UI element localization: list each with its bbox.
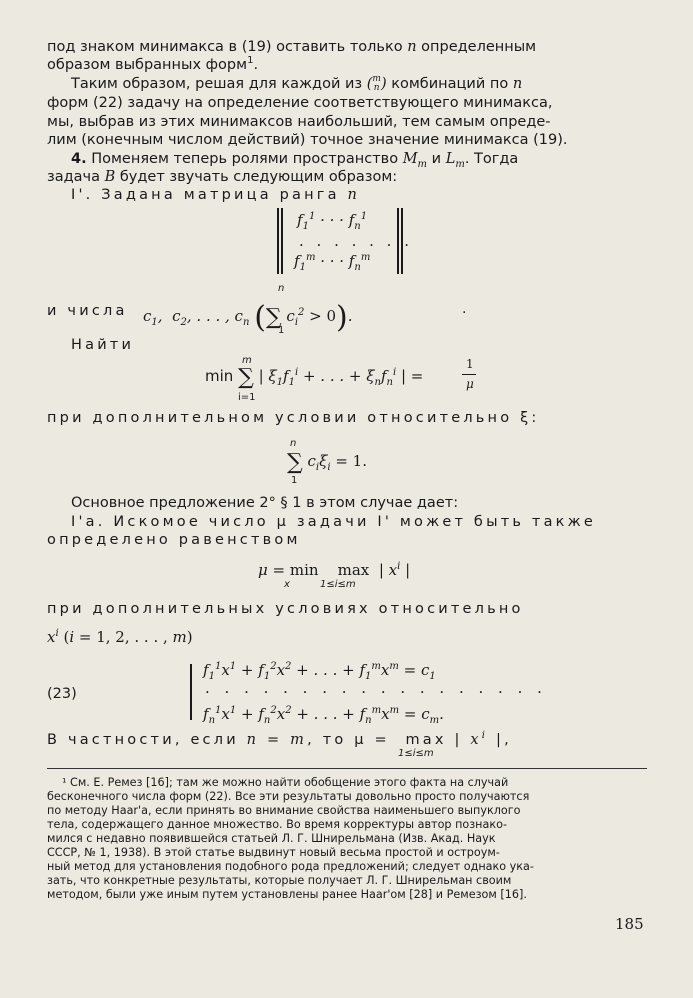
text-line: Таким образом, решая для каждой из (m n) комбинаций по n bbox=[71, 74, 523, 93]
text-line: I'. Задана матрица ранга n bbox=[71, 187, 361, 203]
footnote-marker: 1 bbox=[247, 55, 254, 67]
text-line: 4. Поменяем теперь ролями пространство $M_m$ и $L_m$. Тогда bbox=[71, 151, 519, 170]
text-line: Найти bbox=[71, 337, 135, 353]
text-line: при дополнительном условии относительно ξ: bbox=[47, 410, 540, 426]
text-line: В частности, если n = m, то μ = max | $x^i$ |, bbox=[47, 730, 512, 748]
text-line: под знаком минимакса в (19) оставить только n определенным bbox=[47, 39, 537, 55]
formula: $f_n^1x^1 + f_n^2x^2$ + . . . + $f_n^mx^m = c_m$. bbox=[203, 705, 444, 726]
text-line: определено равенством bbox=[47, 532, 301, 548]
book-page: под знаком минимакса в (19) оставить только n определенным образом выбранных форм$^1$. Таким образом, решая для каждой из (m n) комбинаций по n форм (22) задачу на определение соответствующего минимакса, мы, выбрав из этих минимаксов наибольший, тем самым опреде- лим (конечным числом действий) точное значение минимакса (19). 4. Поменяем теперь ролями пространство $M_m$ и $L_m$. Тогда задача B будет звучать следующим образом: I'. Задана матрица ранга n $f_1^1$ · · · $f_n^1$ · · · · · · · $f_1^m$ · · · $f_n^m$ и числа $c_1$, $c_2$, . . . , $c_n$ (∑ $c_i^2 > 0$). n 1 · Найти min ∑ | $\xi_1f_1^i$ + . . . + $\xi_nf_n^i$ | = m i=1 1 μ при дополнительном условии относительно ξ: ∑ $c_i\xi_i = 1$. n 1 Основное предложение 2° § 1 в этом случае дает: I'a. Искомое число μ задачи I' может быть также определено равенством μ = min max | $x^i$ | x 1≤i≤m при дополнительных условиях относительно $x^i$ (i = 1, 2, . . . , m) (23) $f_1^1x^1 + f_1^2x^2$ + . . . + $f_1^mx^m = c_1$ · · · · · · · · · · · · · · · · · · $f_n^1x^1 + f_n^2x^2$ + . . . + $f_n^mx^m = c_m$. В частности, если n = m, то μ = max | $x^i$ |, 1≤i≤m ¹ См. Е. Ремез [16]; там же можно найти обобщение этого факта на случай бесконечного числа форм (22). Все эти результаты довольно просто получаются по методу Haar'a, если принять во внимание свойства наименьшего выпуклого тела, содержащего данное множество. Во время корректуры автор познако- мился с недавно появившейся статьей Л. Г. Шнирельмана (Изв. Акад. Наук СССР, № 1, 1938). В этой статье выдвинут новый весьма простой и остроум- ный метод для установления подобного рода предложений; следует однако ука- зать, что конкретные результаты, которые получает Л. Г. Шнирельман своим методом, были уже иным путем установлены ранее Haar'ом [28] и Ремезом [16]. 185 bbox=[0, 0, 693, 998]
footnote-rule bbox=[47, 768, 647, 769]
text-line: форм (22) задачу на определение соответствующего минимакса, bbox=[47, 95, 553, 111]
text-line: Основное предложение 2° § 1 в этом случае дает: bbox=[71, 495, 459, 511]
formula: $f_1^1x^1 + f_1^2x^2$ + . . . + $f_1^mx^m = c_1$ bbox=[203, 661, 436, 682]
formula: $c_1$, $c_2$, . . . , $c_n$ (∑ $c_i^2 > 0$). bbox=[143, 300, 353, 335]
formula: min ∑ | $\xi_1f_1^i$ + . . . + $\xi_nf_n^i$ | = bbox=[205, 365, 424, 390]
text-line: при дополнительных условиях относительно bbox=[47, 601, 524, 617]
text-line: I'a. Искомое число μ задачи I' может быть также bbox=[71, 514, 596, 530]
text-line: образом выбранных форм$^1$. bbox=[47, 55, 259, 73]
text-line: лим (конечным числом действий) точное значение минимакса (19). bbox=[47, 132, 568, 148]
formula: ∑ $c_i\xi_i = 1$. bbox=[287, 450, 367, 475]
formula: μ = min max | $x^i$ | bbox=[258, 561, 411, 579]
page-number: 185 bbox=[615, 915, 644, 933]
text-line: задача B будет звучать следующим образом: bbox=[47, 169, 398, 185]
section-number: 4. bbox=[71, 151, 87, 167]
formula: $x^i$ (i = 1, 2, . . . , m) bbox=[47, 628, 193, 646]
binomial: (m n) bbox=[366, 74, 387, 93]
text-line: мы, выбрав из этих минимаксов наибольший, тем самым опреде- bbox=[47, 114, 551, 130]
text-line: и числа bbox=[47, 303, 128, 319]
equation-number: (23) bbox=[47, 686, 77, 702]
